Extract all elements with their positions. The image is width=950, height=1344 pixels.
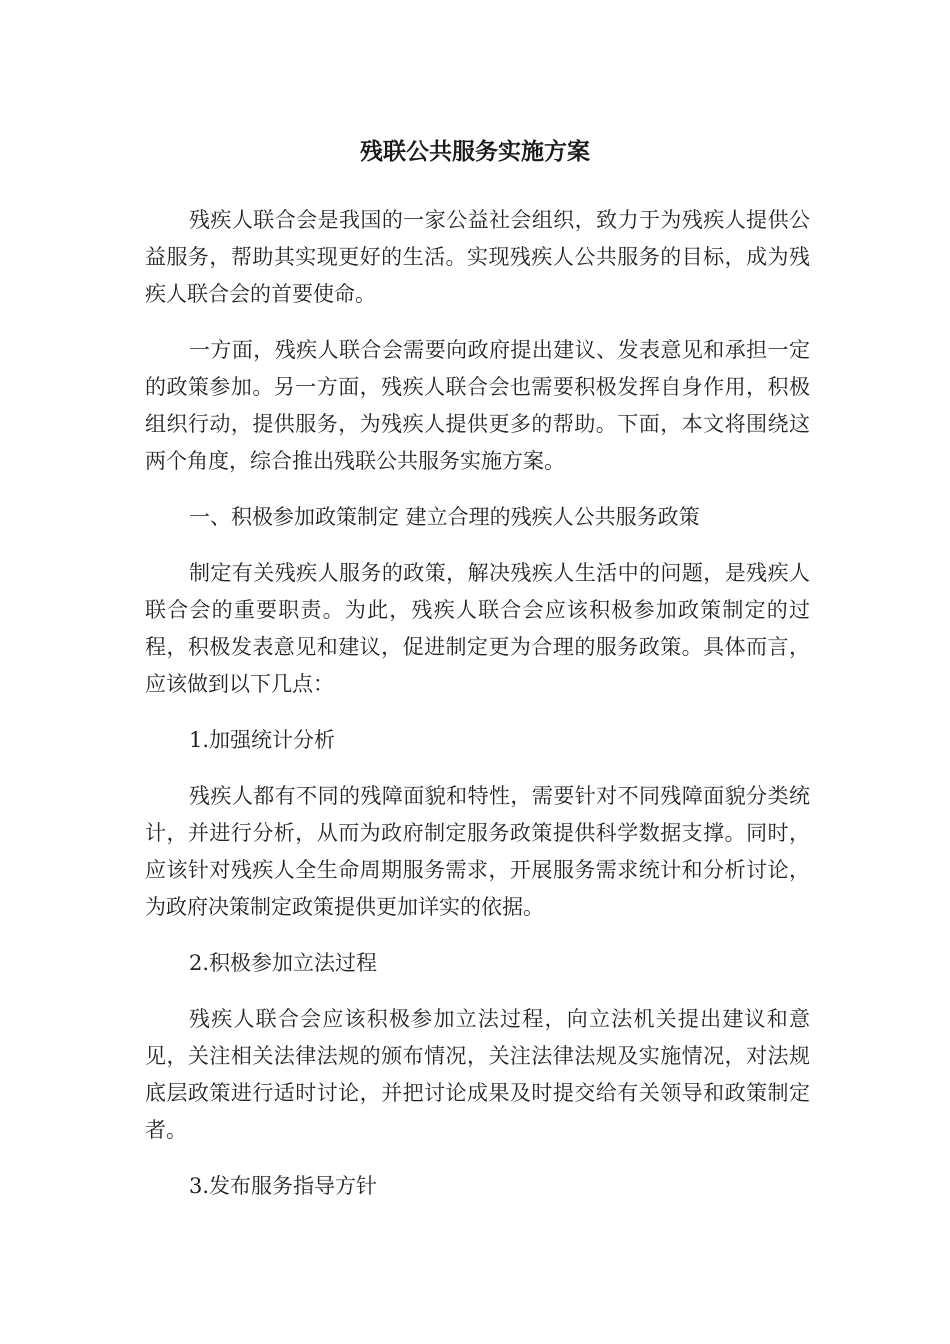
document-title: 残联公共服务实施方案	[360, 139, 590, 165]
subsection-heading-1: 1.加强统计分析	[189, 728, 336, 752]
subsection-heading-3: 3.发布服务指导方针	[189, 1174, 378, 1198]
subsection-1-paragraph: 残疾人都有不同的残障面貌和特性，需要针对不同残障面貌分类统计，并进行分析，从而为政府制定服务政策提供科学数据支撑。同时，应该针对残疾人全生命周期服务需求，开展服务需求统计和分析讨论，为政府决策制定政策提供更加详实的依据。	[145, 784, 810, 919]
subsection-heading-2: 2.积极参加立法过程	[189, 951, 378, 975]
subsection-2-paragraph: 残疾人联合会应该积极参加立法过程，向立法机关提出建议和意见，关注相关法律法规的颁布情况，关注法律法规及实施情况，对法规底层政策进行适时讨论，并把讨论成果及时提交给有关领导和政策制定者。	[145, 1007, 810, 1142]
section-heading-1: 一、积极参加政策制定 建立合理的残疾人公共服务政策	[189, 505, 700, 529]
section-1-paragraph: 制定有关残疾人服务的政策，解决残疾人生活中的问题，是残疾人联合会的重要职责。为此，残疾人联合会应该积极参加政策制定的过程，积极发表意见和建议，促进制定更为合理的服务政策。具体而言，应该做到以下几点：	[145, 561, 810, 696]
intro-paragraph: 残疾人联合会是我国的一家公益社会组织，致力于为残疾人提供公益服务，帮助其实现更好的生活。实现残疾人公共服务的目标，成为残疾人联合会的首要使命。	[145, 208, 810, 306]
overview-paragraph: 一方面，残疾人联合会需要向政府提出建议、发表意见和承担一定的政策参加。另一方面，残疾人联合会也需要积极发挥自身作用，积极组织行动，提供服务，为残疾人提供更多的帮助。下面，本文将围绕这两个角度，综合推出残联公共服务实施方案。	[145, 338, 810, 473]
document-body	[145, 202, 810, 1224]
